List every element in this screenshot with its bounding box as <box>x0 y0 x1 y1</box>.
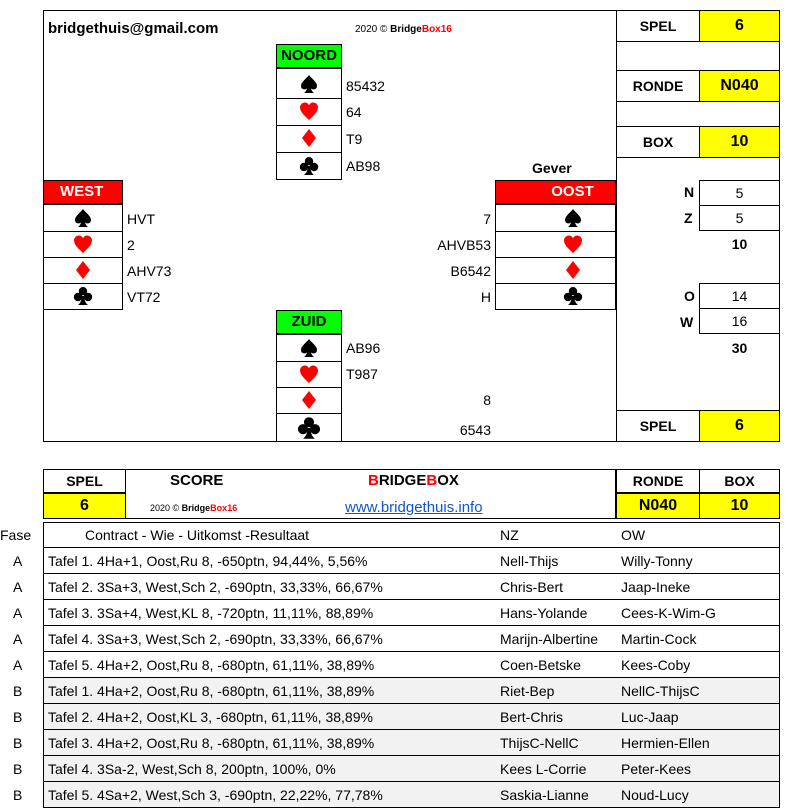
score-box-label: BOX <box>699 469 780 493</box>
score-ronde-label: RONDE <box>616 469 700 493</box>
diamond-icon <box>276 126 342 150</box>
row-fase: B <box>13 709 23 725</box>
west-spades: HVT <box>127 211 155 227</box>
brand-num: 16 <box>227 503 238 513</box>
row-fase: A <box>13 579 23 595</box>
noord-spades: 85432 <box>346 78 385 94</box>
oost-clubs: H <box>480 289 491 305</box>
n-label: N <box>684 184 695 200</box>
row-contract: Tafel 3. 4Ha+2, Oost,Ru 8, -680ptn, 61,11%, 38,89% <box>48 735 375 751</box>
spel-bottom-value: 6 <box>699 410 780 442</box>
gever-label: Gever <box>532 160 572 176</box>
zuid-clubs: 6543 <box>459 422 491 438</box>
row-ow: Cees-K-Wim-G <box>621 605 716 621</box>
score-box-value: 10 <box>699 493 780 519</box>
row-nz: Hans-Yolande <box>500 605 588 621</box>
spel-value: 6 <box>699 10 780 42</box>
score-copyright <box>150 503 237 513</box>
row-fase: A <box>13 605 23 621</box>
website-link[interactable]: www.bridgethuis.info <box>345 499 483 516</box>
row-ow: Jaap-Ineke <box>621 579 691 595</box>
z-label: Z <box>684 210 693 226</box>
row-fase: B <box>13 735 23 751</box>
email-label: bridgethuis@gmail.com <box>48 20 219 37</box>
row-ow: Kees-Coby <box>621 657 691 673</box>
o-label: O <box>684 288 695 304</box>
row-contract: Tafel 1. 4Ha+2, Oost,Ru 8, -680ptn, 61,11%, 38,89% <box>48 683 375 699</box>
row-nz: Bert-Chris <box>500 709 564 725</box>
brand-num: 16 <box>440 24 452 35</box>
row-fase: B <box>13 761 23 777</box>
col-contract-header: Contract - Wie - Uitkomst -Resultaat <box>85 527 310 543</box>
score-label: SCORE <box>170 472 224 489</box>
brand-ridge: RIDGE <box>378 472 427 489</box>
club-icon <box>495 284 616 308</box>
copyright-prefix: 2020 © <box>355 24 391 35</box>
row-nz: Coen-Betske <box>500 657 581 673</box>
row-contract: Tafel 5. 4Ha+2, Oost,Ru 8, -680ptn, 61,11%, 38,89% <box>48 657 375 673</box>
brand-bridge: Bridge <box>181 503 211 513</box>
row-nz: Saskia-Lianne <box>500 787 589 803</box>
row-contract: Tafel 2. 3Sa+3, West,Sch 2, -690ptn, 33,33%, 66,67% <box>48 579 383 595</box>
oost-spades: 7 <box>483 211 491 227</box>
ow-total: 30 <box>731 340 748 356</box>
brand-b2: B <box>426 472 438 489</box>
club-icon <box>276 415 342 441</box>
diamond-icon <box>43 258 123 282</box>
noord-diamonds: T9 <box>346 131 363 147</box>
diamond-icon <box>495 258 616 282</box>
w-label: W <box>680 314 694 330</box>
heart-icon <box>276 362 342 386</box>
row-contract: Tafel 4. 3Sa-2, West,Sch 8, 200ptn, 100%, 0% <box>48 761 336 777</box>
zuid-hearts: T987 <box>346 366 378 382</box>
club-icon <box>43 284 123 308</box>
zuid-header: ZUID <box>276 310 342 334</box>
heart-icon <box>495 232 616 256</box>
z-value: 5 <box>699 205 780 231</box>
row-fase: A <box>13 631 23 647</box>
col-fase-header: Fase <box>0 527 32 543</box>
bridgebox-brand <box>368 472 459 489</box>
copyright-prefix: 2020 © <box>150 503 182 513</box>
row-contract: Tafel 1. 4Ha+1, Oost,Ru 8, -650ptn, 94,44%, 5,56% <box>48 553 368 569</box>
brand-box: Box <box>421 24 441 35</box>
west-label: WEST <box>60 183 104 200</box>
results-table <box>0 548 796 808</box>
row-nz: Nell-Thijs <box>500 553 559 569</box>
ronde-value: N040 <box>699 70 780 102</box>
col-ow-header: OW <box>621 527 646 543</box>
spade-icon <box>276 336 342 360</box>
row-fase: A <box>13 657 23 673</box>
col-nz-header: NZ <box>500 527 519 543</box>
n-value: 5 <box>699 180 780 206</box>
brand-box: Box <box>210 503 228 513</box>
row-ow: Martin-Cock <box>621 631 697 647</box>
oost-header: OOST <box>495 180 616 204</box>
box-value: 10 <box>699 126 780 158</box>
o-value: 14 <box>699 283 780 309</box>
row-nz: Riet-Bep <box>500 683 555 699</box>
row-ow: Willy-Tonny <box>621 553 693 569</box>
brand-ox: OX <box>437 472 459 489</box>
copyright-label <box>355 24 452 35</box>
row-contract: Tafel 4. 3Sa+3, West,Sch 2, -690ptn, 33,33%, 66,67% <box>48 631 383 647</box>
score-spel-label: SPEL <box>43 469 126 493</box>
zuid-spades: AB96 <box>346 340 381 356</box>
west-diamonds: AHV73 <box>127 263 172 279</box>
club-icon <box>276 154 342 178</box>
row-fase: B <box>13 683 23 699</box>
row-nz: Chris-Bert <box>500 579 564 595</box>
score-ronde-value: N040 <box>616 493 700 519</box>
spel-bottom-label: SPEL <box>616 410 700 442</box>
noord-header: NOORD <box>276 44 342 68</box>
row-contract: Tafel 2. 4Ha+2, Oost,KL 3, -680ptn, 61,11%, 38,89% <box>48 709 373 725</box>
heart-icon <box>43 232 123 256</box>
row-ow: Hermien-Ellen <box>621 735 710 751</box>
brand-bridge: Bridge <box>390 24 422 35</box>
row-nz: Marijn-Albertine <box>500 631 599 647</box>
heart-icon <box>276 99 342 123</box>
zuid-diamonds: 8 <box>483 392 491 408</box>
row-contract: Tafel 5. 4Sa+2, West,Sch 3, -690ptn, 22,22%, 77,78% <box>48 787 383 803</box>
oost-hearts: AHVB53 <box>437 237 491 253</box>
spade-icon <box>43 206 123 230</box>
west-hearts: 2 <box>127 237 135 253</box>
nz-total: 10 <box>731 236 748 252</box>
noord-clubs: AB98 <box>346 158 381 174</box>
row-nz: ThijsC-NellC <box>500 735 579 751</box>
row-ow: Luc-Jaap <box>621 709 679 725</box>
row-ow: Peter-Kees <box>621 761 692 777</box>
w-value: 16 <box>699 308 780 334</box>
brand-b: B <box>368 472 379 489</box>
row-ow: Noud-Lucy <box>621 787 689 803</box>
spel-label: SPEL <box>616 10 700 42</box>
spade-icon <box>276 72 342 96</box>
row-contract: Tafel 3. 3Sa+4, West,KL 8, -720ptn, 11,11%, 88,89% <box>48 605 374 621</box>
diamond-icon <box>276 388 342 412</box>
spade-icon <box>495 206 616 230</box>
row-ow: NellC-ThijsC <box>621 683 700 699</box>
west-header <box>43 180 123 204</box>
score-spel-value: 6 <box>43 493 126 519</box>
ronde-label: RONDE <box>616 70 700 102</box>
box-label: BOX <box>616 126 700 158</box>
row-fase: A <box>13 553 23 569</box>
noord-hearts: 64 <box>346 104 362 120</box>
oost-diamonds: B6542 <box>450 263 491 279</box>
row-nz: Kees L-Corrie <box>500 761 587 777</box>
row-fase: B <box>13 787 23 803</box>
west-clubs: VT72 <box>127 289 161 305</box>
